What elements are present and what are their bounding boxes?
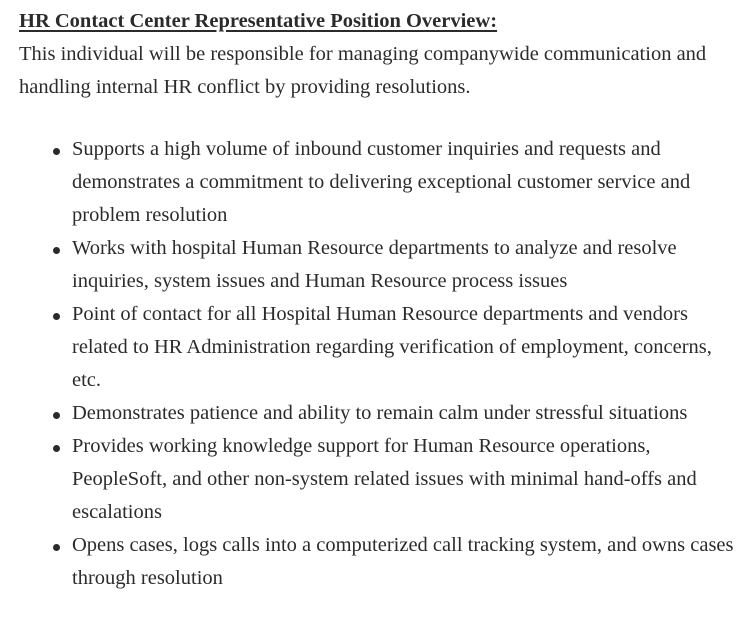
responsibilities-list — [19, 133, 739, 595]
underlined-phrase: regarding verification of employment — [315, 336, 624, 358]
list-item — [72, 133, 739, 232]
bullet-icon — [53, 148, 60, 155]
underlined-phrase: problem resolution — [72, 204, 228, 226]
list-item — [72, 430, 739, 529]
bullet-icon — [53, 313, 60, 320]
bullet-icon — [53, 412, 60, 419]
list-item — [72, 529, 739, 595]
list-item-text: and — [655, 171, 691, 193]
list-item — [72, 232, 739, 298]
list-item-text: , and other non-system related issues with minimal hand-offs and escalations — [72, 468, 697, 523]
list-item-text: , concerns, etc. — [72, 336, 712, 391]
list-item-text: , and owns cases through resolution — [72, 534, 734, 589]
underlined-phrase: analyze and resolve inquiries — [72, 237, 677, 292]
underlined-phrase: PeopleSoft — [72, 468, 162, 490]
list-item-text: Point of contact for all Hospital Human Resource departments and vendors related to HR Administration — [72, 303, 688, 358]
underlined-phrase: knowledge support for Human Resource operations — [222, 435, 646, 457]
bullet-icon — [53, 544, 60, 551]
list-item-text: , — [645, 435, 651, 457]
list-item — [72, 397, 739, 430]
bullet-icon — [53, 247, 60, 254]
intro-paragraph: This individual will be responsible for managing companywide communication and handling internal HR conflict by providing resolutions. — [19, 43, 707, 98]
page-title: HR Contact Center Representative Position Overview: — [19, 10, 498, 32]
list-item-text: Provides working — [72, 435, 223, 457]
list-item-text: , system issues and Human Resource process issues — [143, 270, 568, 292]
underlined-phrase: delivering exceptional customer service — [329, 171, 656, 193]
list-item — [72, 298, 739, 397]
bullet-icon — [53, 445, 60, 452]
list-item-text: Demonstrates patience and ability to remain calm under stressful situations — [72, 402, 688, 424]
list-item-text: Supports a high volume of inbound customer inquiries and requests and demonstrates a commitment to — [72, 138, 661, 193]
list-item-text: Works with hospital Human Resource departments to — [72, 237, 516, 259]
underlined-phrase: Opens cases, logs calls into a computerized call tracking system — [72, 534, 597, 556]
